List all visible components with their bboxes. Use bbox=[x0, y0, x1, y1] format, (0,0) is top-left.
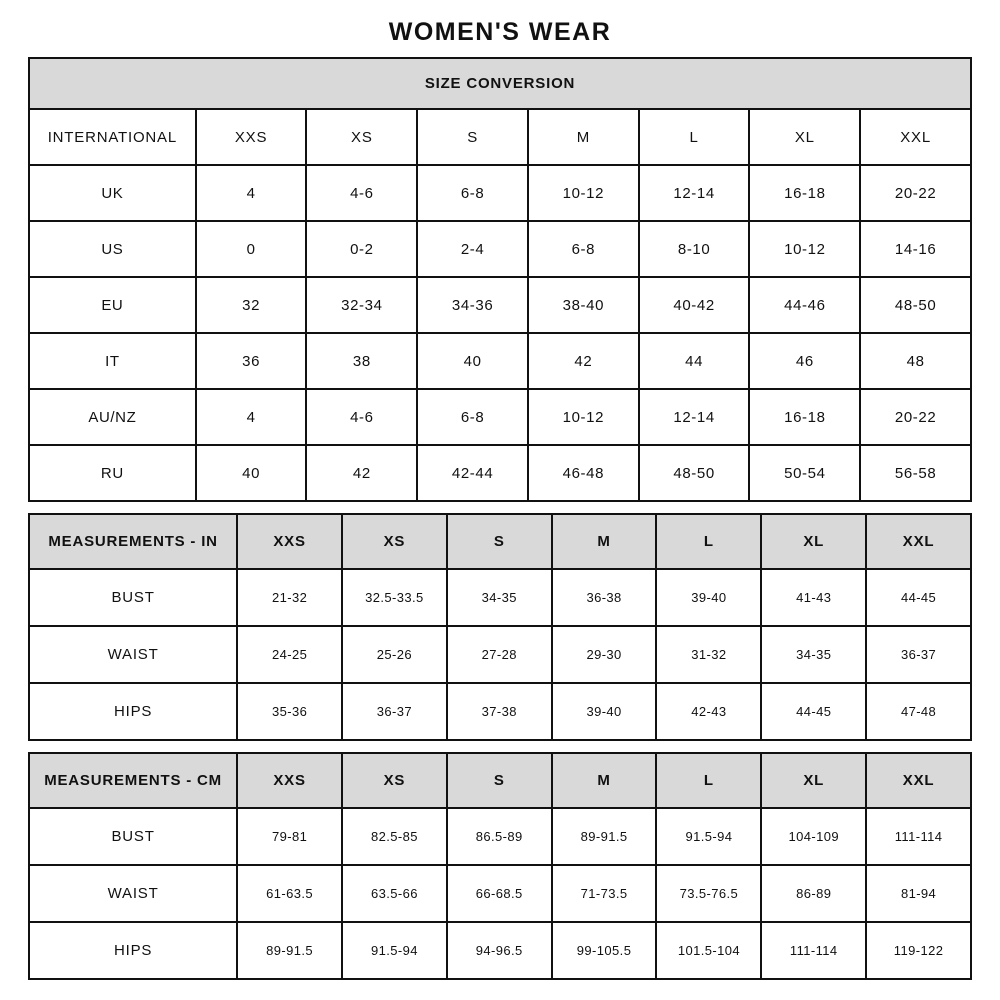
value-cell: 46-48 bbox=[528, 445, 639, 501]
region-label: IT bbox=[29, 333, 196, 389]
value-cell: 36-38 bbox=[552, 569, 657, 626]
value-cell: 50-54 bbox=[749, 445, 860, 501]
value-cell: 36-37 bbox=[866, 626, 971, 683]
size-conversion-table bbox=[28, 57, 972, 502]
value-cell: 10-12 bbox=[749, 221, 860, 277]
measurements-in-table bbox=[28, 513, 972, 741]
value-cell: 73.5-76.5 bbox=[656, 865, 761, 922]
table-row bbox=[29, 626, 971, 683]
size-column-header: XXS bbox=[237, 753, 342, 808]
table-row bbox=[29, 514, 971, 569]
value-cell: 20-22 bbox=[860, 389, 971, 445]
value-cell: 0 bbox=[196, 221, 307, 277]
value-cell: 40-42 bbox=[639, 277, 750, 333]
value-cell: 86.5-89 bbox=[447, 808, 552, 865]
region-label: EU bbox=[29, 277, 196, 333]
table-row bbox=[29, 569, 971, 626]
table-row bbox=[29, 865, 971, 922]
value-cell: 86-89 bbox=[761, 865, 866, 922]
value-cell: 29-30 bbox=[552, 626, 657, 683]
size-column-header: L bbox=[639, 109, 750, 165]
value-cell: 91.5-94 bbox=[342, 922, 447, 979]
value-cell: 6-8 bbox=[417, 389, 528, 445]
value-cell: 32.5-33.5 bbox=[342, 569, 447, 626]
value-cell: 4-6 bbox=[306, 165, 417, 221]
value-cell: 20-22 bbox=[860, 165, 971, 221]
value-cell: 39-40 bbox=[552, 683, 657, 740]
value-cell: 36 bbox=[196, 333, 307, 389]
value-cell: 35-36 bbox=[237, 683, 342, 740]
size-column-header: XS bbox=[306, 109, 417, 165]
value-cell: 41-43 bbox=[761, 569, 866, 626]
table-row bbox=[29, 221, 971, 277]
size-column-header: XXS bbox=[237, 514, 342, 569]
table-row bbox=[29, 333, 971, 389]
size-column-header: M bbox=[552, 753, 657, 808]
value-cell: 10-12 bbox=[528, 389, 639, 445]
value-cell: 46 bbox=[749, 333, 860, 389]
measurement-label: WAIST bbox=[29, 626, 237, 683]
value-cell: 12-14 bbox=[639, 165, 750, 221]
value-cell: 16-18 bbox=[749, 389, 860, 445]
value-cell: 25-26 bbox=[342, 626, 447, 683]
size-column-header: M bbox=[528, 109, 639, 165]
table-row bbox=[29, 109, 971, 165]
value-cell: 71-73.5 bbox=[552, 865, 657, 922]
table-row bbox=[29, 683, 971, 740]
value-cell: 27-28 bbox=[447, 626, 552, 683]
table-row bbox=[29, 277, 971, 333]
value-cell: 34-35 bbox=[761, 626, 866, 683]
measurements-cm-table bbox=[28, 752, 972, 980]
value-cell: 61-63.5 bbox=[237, 865, 342, 922]
value-cell: 2-4 bbox=[417, 221, 528, 277]
value-cell: 36-37 bbox=[342, 683, 447, 740]
value-cell: 8-10 bbox=[639, 221, 750, 277]
value-cell: 16-18 bbox=[749, 165, 860, 221]
region-label: UK bbox=[29, 165, 196, 221]
value-cell: 91.5-94 bbox=[656, 808, 761, 865]
measurements-in-header: MEASUREMENTS - IN bbox=[29, 514, 237, 569]
value-cell: 44-45 bbox=[866, 569, 971, 626]
measurements-cm-header: MEASUREMENTS - CM bbox=[29, 753, 237, 808]
value-cell: 42-44 bbox=[417, 445, 528, 501]
value-cell: 21-32 bbox=[237, 569, 342, 626]
value-cell: 99-105.5 bbox=[552, 922, 657, 979]
size-column-header: L bbox=[656, 514, 761, 569]
size-column-header: XXL bbox=[866, 753, 971, 808]
value-cell: 42 bbox=[306, 445, 417, 501]
size-conversion-header: SIZE CONVERSION bbox=[29, 58, 971, 109]
size-column-header: XL bbox=[761, 514, 866, 569]
measurement-label: BUST bbox=[29, 808, 237, 865]
size-column-header: XS bbox=[342, 514, 447, 569]
measurement-label: BUST bbox=[29, 569, 237, 626]
table-row bbox=[29, 445, 971, 501]
value-cell: 119-122 bbox=[866, 922, 971, 979]
value-cell: 32-34 bbox=[306, 277, 417, 333]
value-cell: 104-109 bbox=[761, 808, 866, 865]
value-cell: 47-48 bbox=[866, 683, 971, 740]
size-column-header: L bbox=[656, 753, 761, 808]
value-cell: 42-43 bbox=[656, 683, 761, 740]
size-column-header: S bbox=[447, 514, 552, 569]
size-column-header: XL bbox=[761, 753, 866, 808]
table-row bbox=[29, 165, 971, 221]
value-cell: 14-16 bbox=[860, 221, 971, 277]
value-cell: 4 bbox=[196, 165, 307, 221]
measurement-label: HIPS bbox=[29, 683, 237, 740]
measurement-label: WAIST bbox=[29, 865, 237, 922]
international-label: INTERNATIONAL bbox=[29, 109, 196, 165]
value-cell: 34-35 bbox=[447, 569, 552, 626]
value-cell: 101.5-104 bbox=[656, 922, 761, 979]
value-cell: 66-68.5 bbox=[447, 865, 552, 922]
value-cell: 37-38 bbox=[447, 683, 552, 740]
value-cell: 111-114 bbox=[866, 808, 971, 865]
value-cell: 32 bbox=[196, 277, 307, 333]
value-cell: 56-58 bbox=[860, 445, 971, 501]
value-cell: 12-14 bbox=[639, 389, 750, 445]
value-cell: 48-50 bbox=[860, 277, 971, 333]
value-cell: 79-81 bbox=[237, 808, 342, 865]
size-column-header: XL bbox=[749, 109, 860, 165]
size-column-header: XXS bbox=[196, 109, 307, 165]
value-cell: 63.5-66 bbox=[342, 865, 447, 922]
value-cell: 4 bbox=[196, 389, 307, 445]
region-label: AU/NZ bbox=[29, 389, 196, 445]
size-column-header: XS bbox=[342, 753, 447, 808]
size-column-header: XXL bbox=[860, 109, 971, 165]
value-cell: 94-96.5 bbox=[447, 922, 552, 979]
page-title: WOMEN'S WEAR bbox=[388, 18, 612, 46]
table-row bbox=[29, 808, 971, 865]
value-cell: 31-32 bbox=[656, 626, 761, 683]
value-cell: 0-2 bbox=[306, 221, 417, 277]
value-cell: 40 bbox=[417, 333, 528, 389]
value-cell: 4-6 bbox=[306, 389, 417, 445]
value-cell: 48-50 bbox=[639, 445, 750, 501]
value-cell: 89-91.5 bbox=[552, 808, 657, 865]
table-row bbox=[29, 389, 971, 445]
value-cell: 6-8 bbox=[417, 165, 528, 221]
value-cell: 42 bbox=[528, 333, 639, 389]
value-cell: 6-8 bbox=[528, 221, 639, 277]
table-row bbox=[29, 922, 971, 979]
value-cell: 81-94 bbox=[866, 865, 971, 922]
value-cell: 44-45 bbox=[761, 683, 866, 740]
value-cell: 44-46 bbox=[749, 277, 860, 333]
table-row bbox=[29, 753, 971, 808]
size-column-header: S bbox=[417, 109, 528, 165]
size-column-header: M bbox=[552, 514, 657, 569]
value-cell: 39-40 bbox=[656, 569, 761, 626]
value-cell: 82.5-85 bbox=[342, 808, 447, 865]
value-cell: 24-25 bbox=[237, 626, 342, 683]
size-column-header: S bbox=[447, 753, 552, 808]
value-cell: 48 bbox=[860, 333, 971, 389]
value-cell: 111-114 bbox=[761, 922, 866, 979]
value-cell: 38-40 bbox=[528, 277, 639, 333]
value-cell: 38 bbox=[306, 333, 417, 389]
value-cell: 10-12 bbox=[528, 165, 639, 221]
value-cell: 89-91.5 bbox=[237, 922, 342, 979]
size-column-header: XXL bbox=[866, 514, 971, 569]
value-cell: 44 bbox=[639, 333, 750, 389]
measurement-label: HIPS bbox=[29, 922, 237, 979]
value-cell: 34-36 bbox=[417, 277, 528, 333]
value-cell: 40 bbox=[196, 445, 307, 501]
region-label: RU bbox=[29, 445, 196, 501]
region-label: US bbox=[29, 221, 196, 277]
table-row bbox=[29, 58, 971, 109]
